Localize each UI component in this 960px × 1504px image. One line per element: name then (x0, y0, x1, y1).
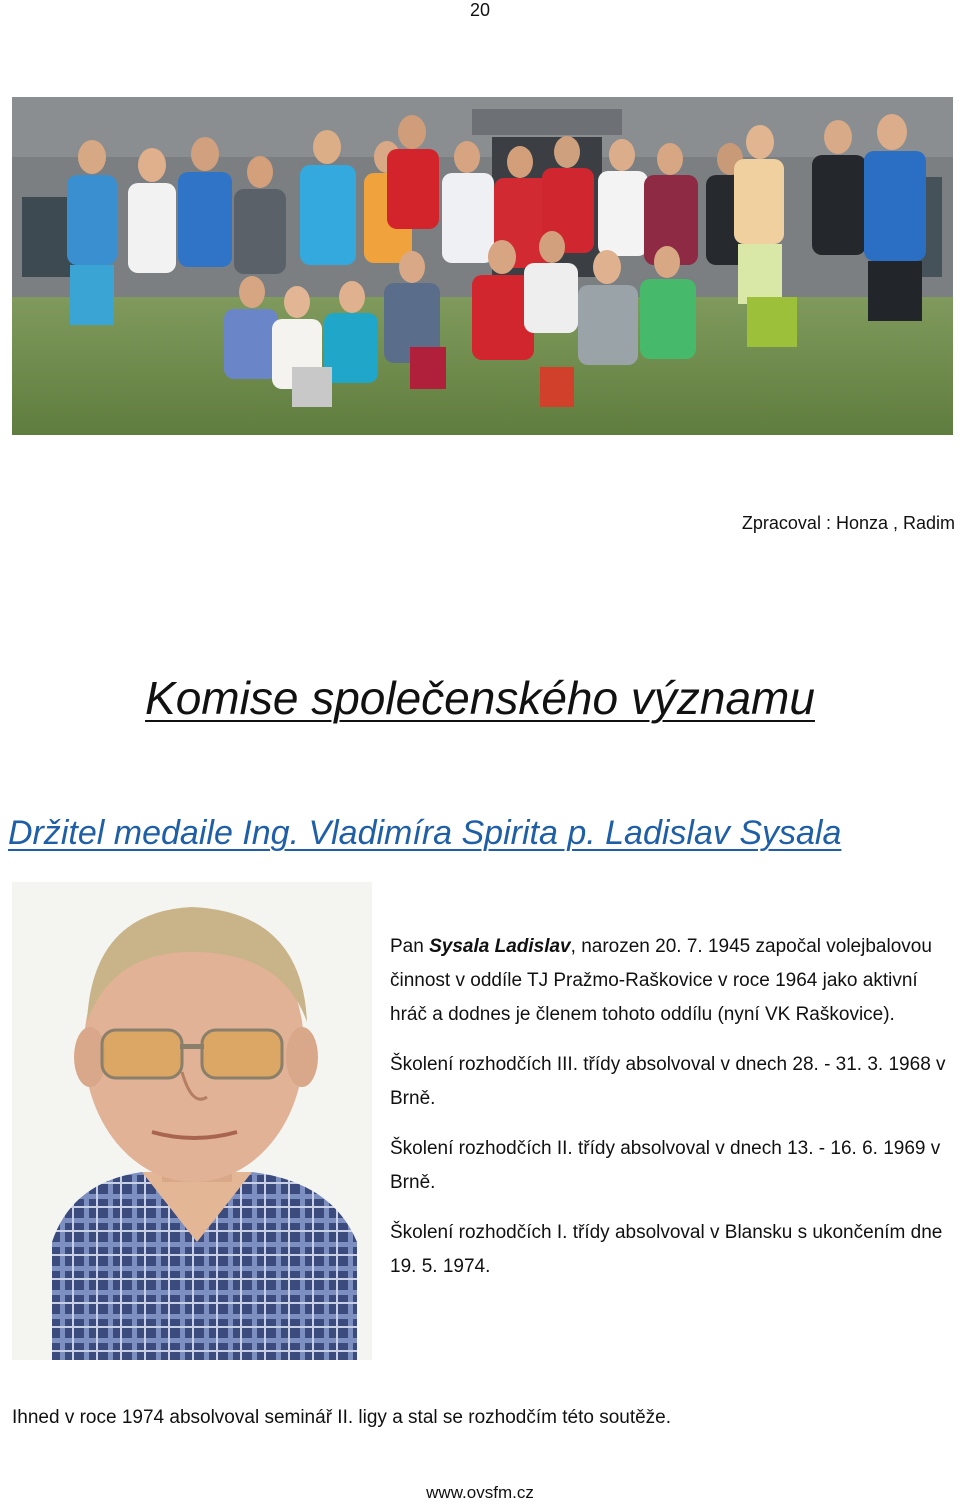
person-name: Sysala Ladislav (429, 936, 571, 957)
author-credit: Zpracoval : Honza , Radim (741, 513, 955, 533)
biography (390, 930, 955, 1300)
bio-paragraph-intro (390, 930, 955, 1032)
bio-intro-prefix: Pan (390, 936, 430, 957)
group-photo (12, 97, 953, 435)
footer-url: www.ovsfm.cz (426, 1483, 534, 1502)
closing-paragraph: Ihned v roce 1974 absolvoval seminář II. ligy a stal se rozhodčím této soutěže. (12, 1407, 672, 1428)
page-title: Komise společenského významu (145, 672, 815, 724)
bio-paragraph-training-3: Školení rozhodčích III. třídy absolvoval v dnech 28. - 31. 3. 1968 v Brně. (390, 1054, 946, 1109)
page-number: 20 (469, 0, 491, 20)
section-subtitle: Držitel medaile Ing. Vladimíra Spirita p. Ladislav Sysala (8, 814, 842, 852)
bio-paragraph-training-1: Školení rozhodčích I. třídy absolvoval v Blansku s ukončením dne 19. 5. 1974. (390, 1222, 943, 1277)
bio-paragraph-training-2: Školení rozhodčích II. třídy absolvoval v dnech 13. - 16. 6. 1969 v Brně. (390, 1138, 941, 1193)
bio-intro-text: , narozen 20. 7. 1945 započal volejbalovou činnost v oddíle TJ Pražmo-Raškovice v roce 1964 jako aktivní hráč a dodnes je členem tohoto oddílu (nyní VK Raškovice). (390, 936, 932, 1025)
portrait-photo (12, 882, 372, 1360)
